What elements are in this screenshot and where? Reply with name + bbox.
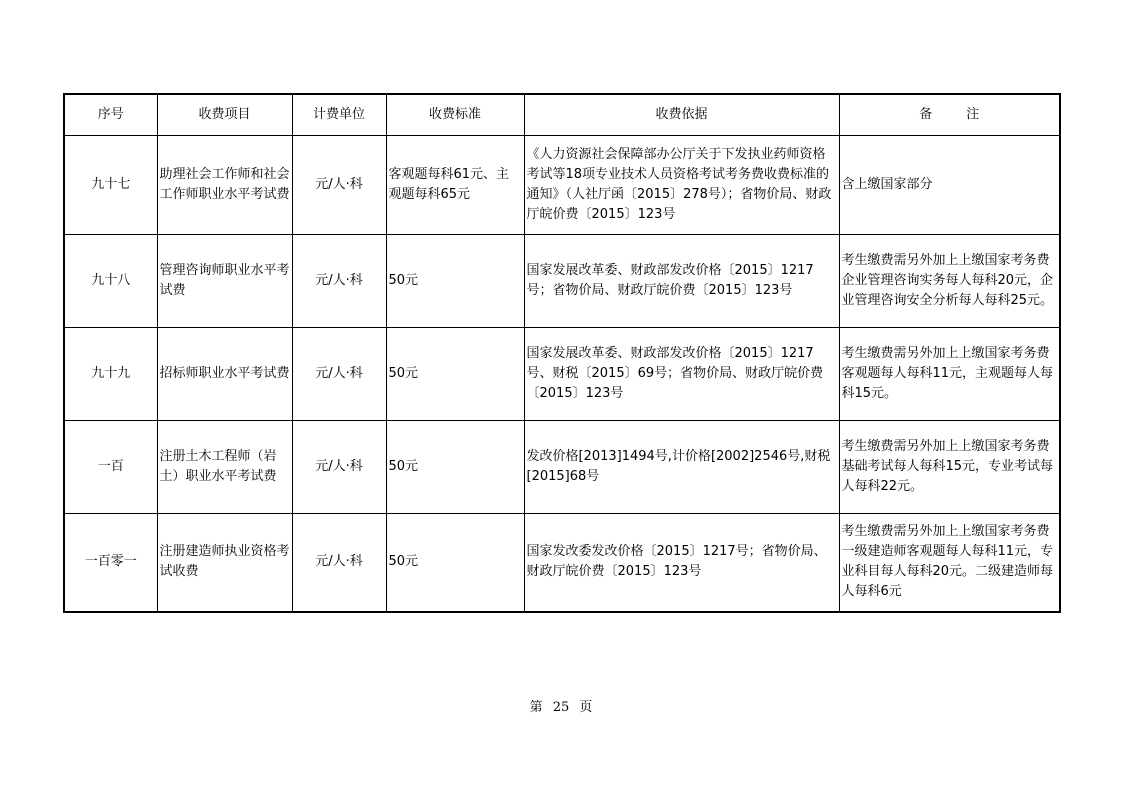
header-item: 收费项目 bbox=[157, 94, 292, 135]
row-note: 考生缴费需另外加上上缴国家考务费一级建造师客观题每人每科11元，专业科目每人每科20元。二级建造师每人每科6元 bbox=[839, 513, 1060, 612]
table-row bbox=[64, 234, 1060, 327]
row-note: 含上缴国家部分 bbox=[839, 135, 1060, 234]
table-row bbox=[64, 327, 1060, 420]
fee-table bbox=[63, 93, 1061, 613]
page-footer bbox=[0, 696, 1122, 715]
header-seq: 序号 bbox=[64, 94, 157, 135]
table-row bbox=[64, 135, 1060, 234]
row-unit: 元/人·科 bbox=[292, 420, 386, 513]
header-standard: 收费标准 bbox=[386, 94, 524, 135]
row-seq: 九十八 bbox=[64, 234, 157, 327]
row-standard: 50元 bbox=[386, 420, 524, 513]
header-note-char-2: 注 bbox=[966, 106, 980, 122]
header-basis: 收费依据 bbox=[524, 94, 839, 135]
row-basis: 国家发展改革委、财政部发改价格〔2015〕1217号、财税〔2015〕69号；省物价局、财政厅皖价费〔2015〕123号 bbox=[524, 327, 839, 420]
row-note: 考生缴费需另外加上上缴国家考务费企业管理咨询实务每人每科20元，企业管理咨询安全分析每人每科25元。 bbox=[839, 234, 1060, 327]
row-item: 管理咨询师职业水平考试费 bbox=[157, 234, 292, 327]
row-seq: 九十七 bbox=[64, 135, 157, 234]
row-unit: 元/人·科 bbox=[292, 135, 386, 234]
row-standard: 50元 bbox=[386, 234, 524, 327]
row-basis: 国家发改委发改价格〔2015〕1217号；省物价局、财政厅皖价费〔2015〕123号 bbox=[524, 513, 839, 612]
row-standard: 50元 bbox=[386, 513, 524, 612]
header-unit: 计费单位 bbox=[292, 94, 386, 135]
row-seq: 一百零一 bbox=[64, 513, 157, 612]
table-row bbox=[64, 420, 1060, 513]
row-unit: 元/人·科 bbox=[292, 513, 386, 612]
row-basis: 发改价格[2013]1494号,计价格[2002]2546号,财税[2015]68号 bbox=[524, 420, 839, 513]
row-basis: 《人力资源社会保障部办公厅关于下发执业药师资格考试等18项专业技术人员资格考试考务费收费标准的通知》（人社厅函〔2015〕278号）；省物价局、财政厅皖价费〔2015〕123号 bbox=[524, 135, 839, 234]
table-row bbox=[64, 513, 1060, 612]
row-seq: 九十九 bbox=[64, 327, 157, 420]
row-item: 注册建造师执业资格考试收费 bbox=[157, 513, 292, 612]
row-item: 注册土木工程师（岩土）职业水平考试费 bbox=[157, 420, 292, 513]
row-note: 考生缴费需另外加上上缴国家考务费客观题每人每科11元，主观题每人每科15元。 bbox=[839, 327, 1060, 420]
row-basis: 国家发展改革委、财政部发改价格〔2015〕1217号；省物价局、财政厅皖价费〔2015〕123号 bbox=[524, 234, 839, 327]
row-note: 考生缴费需另外加上上缴国家考务费基础考试每人每科15元，专业考试每人每科22元。 bbox=[839, 420, 1060, 513]
row-unit: 元/人·科 bbox=[292, 234, 386, 327]
header-note-char-1: 备 bbox=[919, 106, 933, 122]
row-standard: 客观题每科61元、主观题每科65元 bbox=[386, 135, 524, 234]
row-item: 招标师职业水平考试费 bbox=[157, 327, 292, 420]
row-unit: 元/人·科 bbox=[292, 327, 386, 420]
page-number-suffix: 页 bbox=[579, 700, 593, 715]
header-note bbox=[839, 94, 1060, 135]
page-number: 25 bbox=[552, 700, 570, 715]
row-item: 助理社会工作师和社会工作师职业水平考试费 bbox=[157, 135, 292, 234]
row-standard: 50元 bbox=[386, 327, 524, 420]
row-seq: 一百 bbox=[64, 420, 157, 513]
header-row bbox=[64, 94, 1060, 135]
page-number-prefix: 第 bbox=[529, 700, 543, 715]
